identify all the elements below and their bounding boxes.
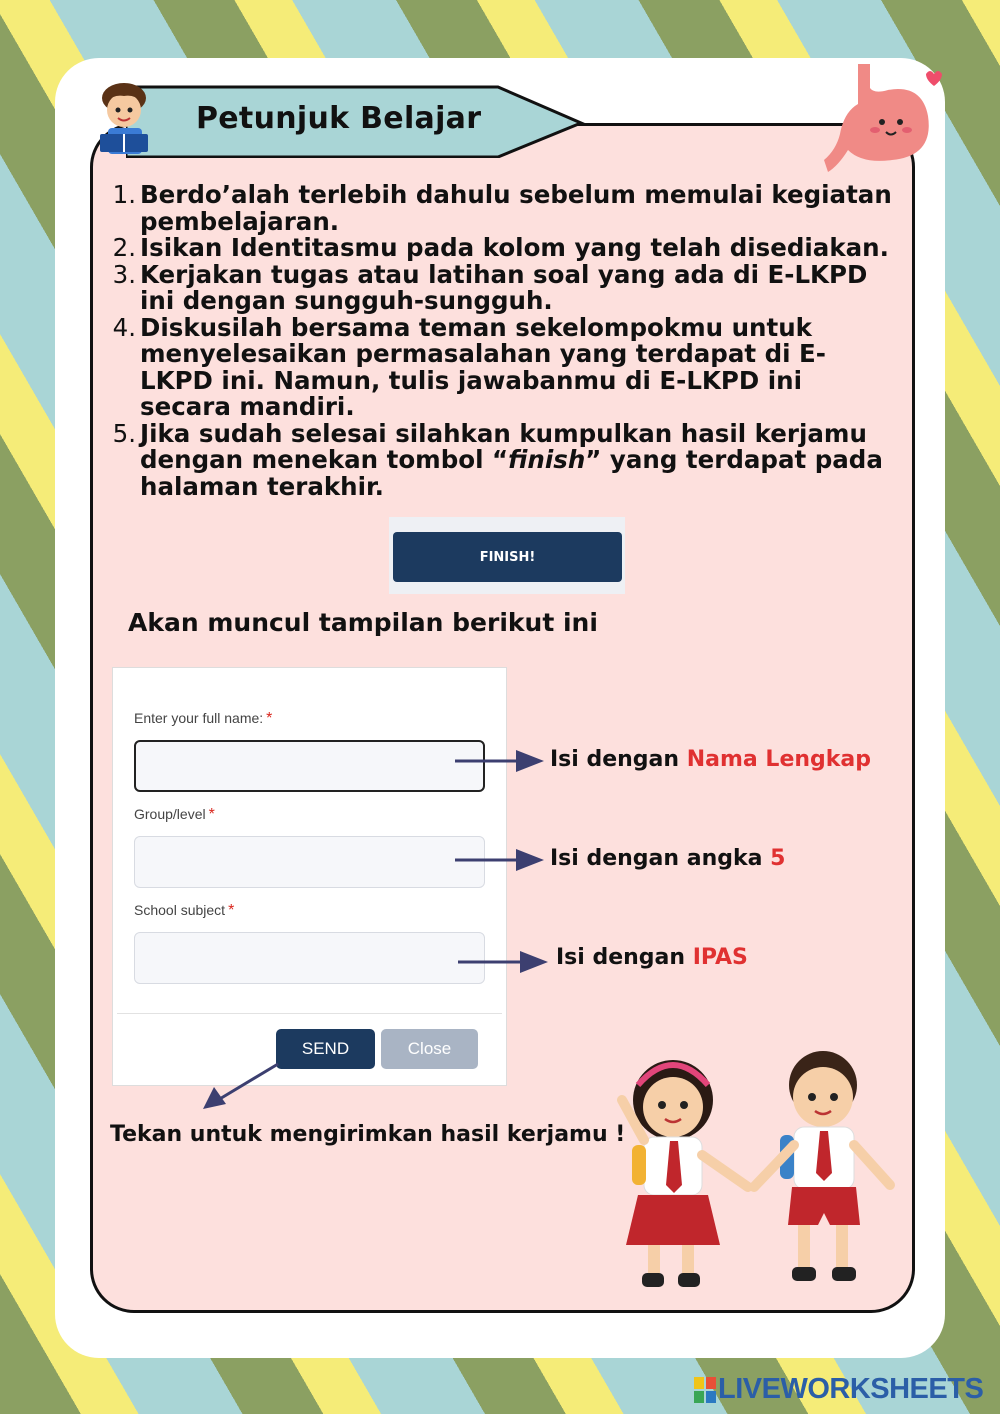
page-title: Petunjuk Belajar <box>196 101 482 136</box>
note-prefix: Isi dengan <box>550 747 687 772</box>
note-prefix: Isi dengan <box>556 945 693 970</box>
liveworksheets-brand <box>694 1373 983 1406</box>
send-instruction: Tekan untuk mengirimkan hasil kerjamu ! <box>110 1122 626 1147</box>
list-text: Berdo’alah terlebih dahulu sebelum memulai kegiatan pembelajaran. <box>140 180 892 236</box>
required-mark: * <box>228 902 235 919</box>
required-mark: * <box>266 710 273 727</box>
finish-word: finish <box>508 445 586 474</box>
field-label-text: Group/level <box>134 806 206 822</box>
field-label-text: School subject <box>134 902 226 918</box>
students-illustration <box>608 1045 908 1305</box>
note-highlight: Nama Lengkap <box>686 747 871 772</box>
list-number: 5. <box>112 418 136 448</box>
list-text: Diskusilah bersama teman sekelompokmu untuk menyelesaikan permasalahan yang terdapat di E-LKPD ini. Namun, tulis jawabanmu di E-LKPD ini secara mandiri. <box>140 312 826 421</box>
list-number: 2. <box>112 233 136 262</box>
note-highlight: IPAS <box>692 945 748 970</box>
list-text: Isikan Identitasmu pada kolom yang telah disediakan. <box>140 233 889 262</box>
brand-name: LIVEWORKSHEETS <box>718 1373 984 1405</box>
field-label-text: Enter your full name: <box>134 710 264 726</box>
send-button[interactable]: SEND <box>276 1029 375 1069</box>
list-text-part: Jika sudah selesai silahkan kumpulkan hasil kerjamu dengan menekan tombol “ <box>140 418 867 474</box>
list-number: 4. <box>112 312 136 342</box>
note-school-subject <box>556 945 748 970</box>
close-button[interactable]: Close <box>381 1029 478 1069</box>
required-mark: * <box>208 806 215 823</box>
subheading: Akan muncul tampilan berikut ini <box>128 608 598 637</box>
finish-button[interactable]: FINISH! <box>393 532 622 582</box>
note-prefix: Isi dengan angka <box>550 846 771 871</box>
note-group-level <box>550 846 785 871</box>
list-text: Kerjakan tugas atau latihan soal yang ada di E-LKPD ini dengan sungguh-sungguh. <box>140 259 868 315</box>
note-full-name <box>550 747 871 772</box>
list-text-part: ” yang terdapat pada halaman terakhir. <box>140 445 883 501</box>
note-highlight: 5 <box>770 846 786 871</box>
list-number: 3. <box>112 259 136 289</box>
list-number: 1. <box>112 180 136 209</box>
liveworksheets-logo-icon <box>694 1377 716 1403</box>
